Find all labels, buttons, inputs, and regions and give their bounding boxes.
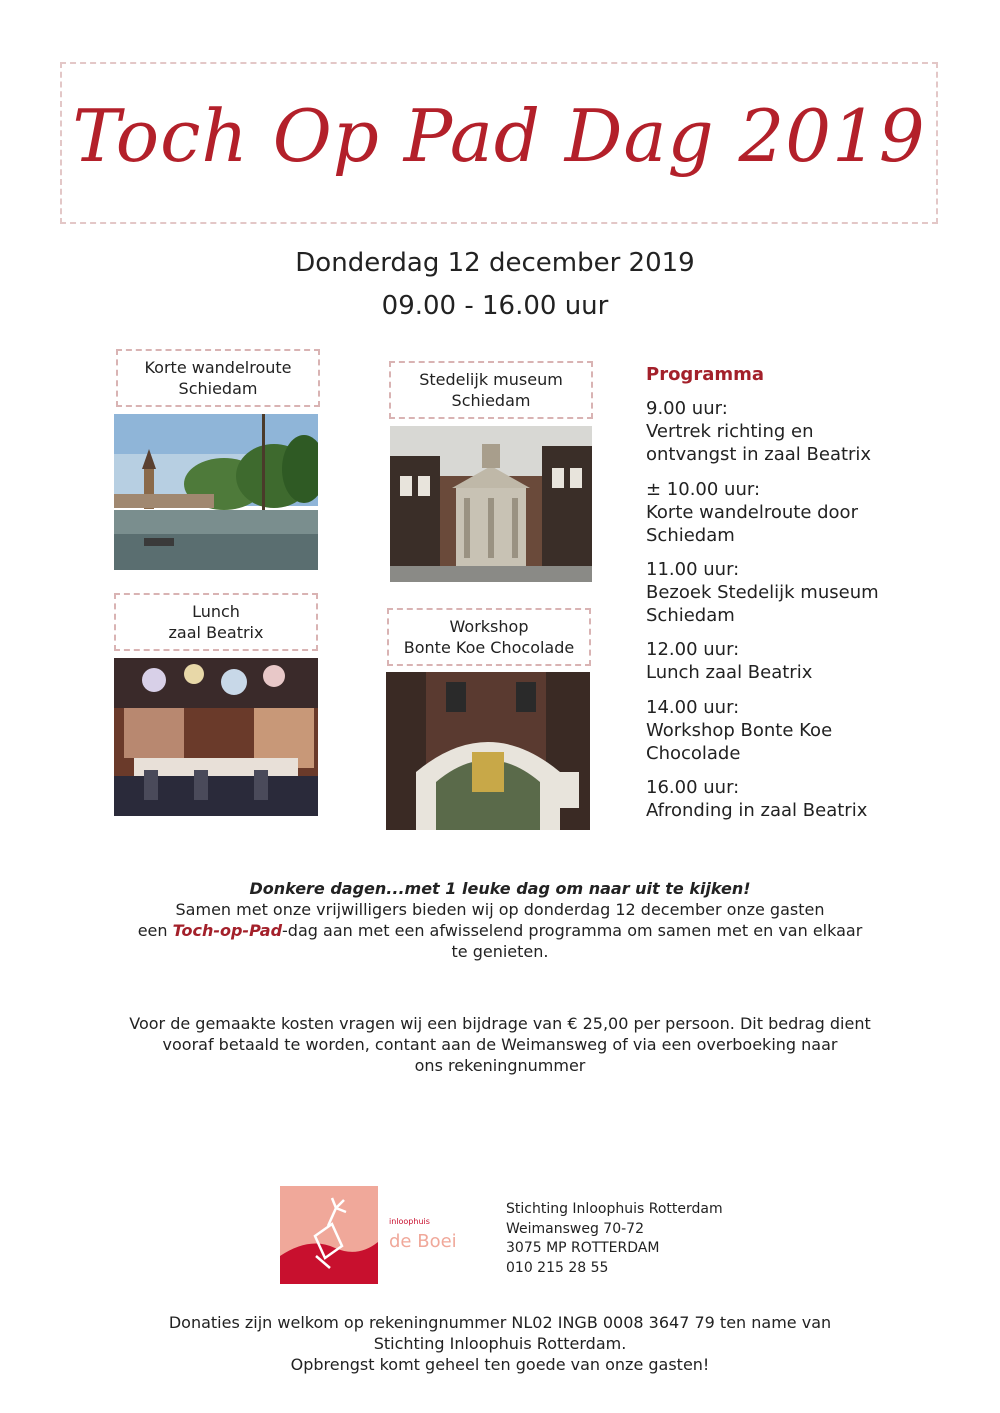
program-item: 9.00 uur: Vertrek richting en ontvangst in zaal Beatrix [646, 398, 872, 465]
lunch-room-photo [114, 658, 318, 816]
logo-name: de Boei [389, 1231, 457, 1252]
program-item: 14.00 uur: Workshop Bonte Koe Chocolade [646, 697, 833, 764]
poster-title: Toch Op Pad Dag 2019 [72, 94, 926, 178]
programma-title: Programma [646, 364, 765, 385]
toch-op-pad-highlight: Toch-op-Pad [172, 921, 283, 940]
intro-text: Donkere dagen...met 1 leuke dag om naar uit te kijken! Samen met onze vrijwilligers bieden wij op donderdag 12 december onze gasten een Toch-op-Pad-dag aan met een afwisselend programma om samen met en van elkaar te genieten. [80, 878, 920, 962]
activity-label-wandelroute: Korte wandelroute Schiedam [116, 349, 320, 407]
intro-headline: Donkere dagen...met 1 leuke dag om naar uit te kijken! [249, 879, 751, 898]
de-boei-logo [280, 1186, 378, 1284]
program-item: 12.00 uur: Lunch zaal Beatrix [646, 639, 813, 683]
donation-footer: Donaties zijn welkom op rekeningnummer NL02 INGB 0008 3647 79 ten name van Stichting Inloophuis Rotterdam. Opbrengst komt geheel ten goede van onze gasten! [168, 1313, 832, 1374]
activity-label-workshop: Workshop Bonte Koe Chocolade [387, 608, 591, 666]
activity-label-museum: Stedelijk museum Schiedam [389, 361, 593, 419]
program-item: 16.00 uur: Afronding in zaal Beatrix [646, 777, 868, 821]
program-item: 11.00 uur: Bezoek Stedelijk museum Schiedam [646, 559, 879, 626]
address-block: Stichting Inloophuis Rotterdam Weimansweg 70-72 3075 MP ROTTERDAM 010 215 28 55 [506, 1201, 723, 1276]
program-item: ± 10.00 uur: Korte wandelroute door Schiedam [646, 479, 858, 546]
activity-label-lunch: Lunch zaal Beatrix [114, 593, 318, 651]
event-date: Donderdag 12 december 2019 [295, 248, 695, 278]
logo-small-text: inloophuis [389, 1217, 430, 1226]
chocolate-shop-photo [386, 672, 590, 830]
canal-photo [114, 414, 318, 570]
title-box [60, 62, 938, 224]
costs-text: Voor de gemaakte kosten vragen wij een bijdrage van € 25,00 per persoon. Dit bedrag dient vooraf betaald te worden, contant aan de Weimansweg of via een overboeking naar ons rekeningnummer [129, 1014, 871, 1075]
event-time: 09.00 - 16.00 uur [381, 291, 609, 321]
museum-photo [390, 426, 592, 582]
